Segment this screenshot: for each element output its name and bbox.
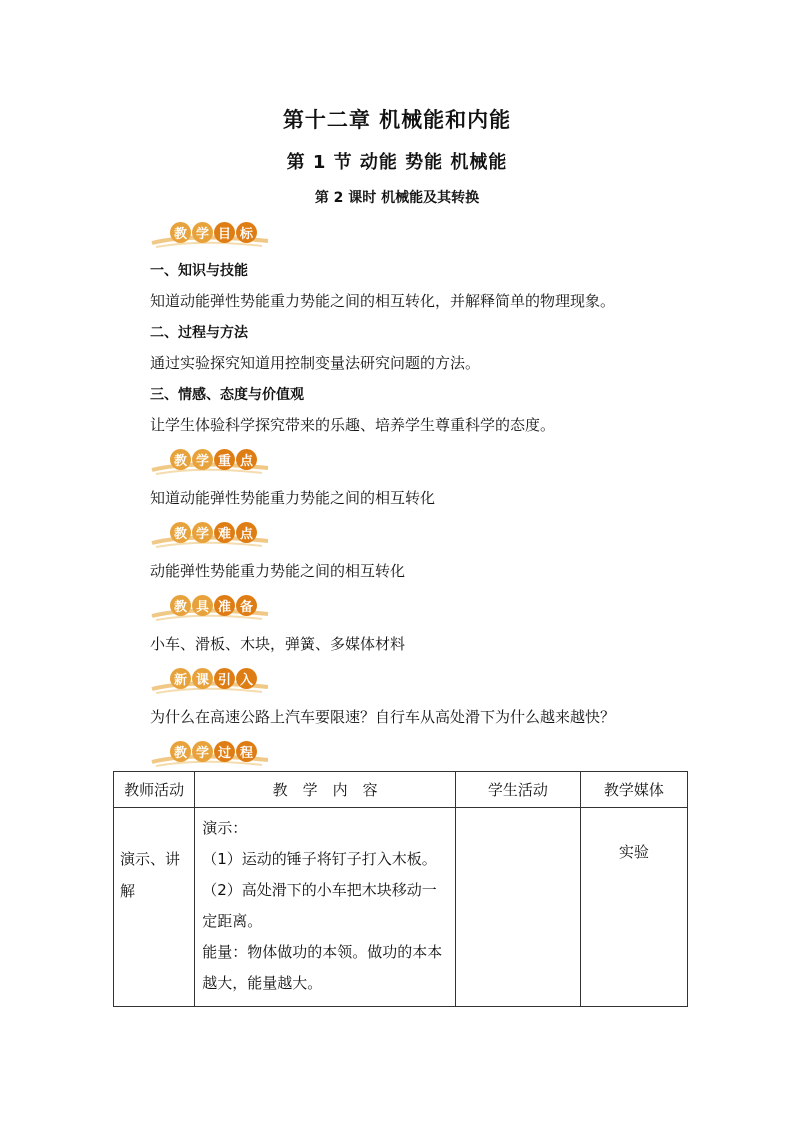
banner-char: 学 xyxy=(192,522,213,543)
banner-char: 备 xyxy=(236,595,257,616)
banner-teaching-process xyxy=(150,738,270,768)
banner-char: 入 xyxy=(236,668,257,689)
banner-char: 学 xyxy=(192,741,213,762)
header-teaching-media: 教学媒体 xyxy=(580,772,687,808)
banner-char: 课 xyxy=(192,668,213,689)
banner-char: 具 xyxy=(192,595,213,616)
banner-char: 准 xyxy=(214,595,235,616)
objective-heading-attitude: 三、情感、态度与价值观 xyxy=(150,387,304,403)
content-line: 能量：物体做功的本领。做功的本本越大，能量越大。 xyxy=(202,943,443,992)
banner-difficulties xyxy=(150,519,270,549)
objective-text-attitude: 让学生体验科学探究带来的乐趣、培养学生尊重科学的态度。 xyxy=(150,416,556,434)
banner-key-points xyxy=(150,446,270,476)
content-line: 演示： xyxy=(202,819,248,837)
banner-char: 教 xyxy=(170,222,191,243)
banner-char: 引 xyxy=(214,668,235,689)
difficulties-text: 动能弹性势能重力势能之间的相互转化 xyxy=(150,562,406,580)
banner-char: 目 xyxy=(214,222,235,243)
table-header-row xyxy=(114,772,688,808)
preparation-text: 小车、滑板、木块，弹簧、多媒体材料 xyxy=(150,635,406,653)
banner-char: 难 xyxy=(214,522,235,543)
banner-char: 点 xyxy=(236,449,257,470)
content-line: （2）高处滑下的小车把木块移动一定距离。 xyxy=(202,881,437,930)
banner-char: 程 xyxy=(236,741,257,762)
objective-text-knowledge: 知道动能弹性势能重力势能之间的相互转化，并解释简单的物理现象。 xyxy=(150,292,616,310)
banner-preparation xyxy=(150,592,270,622)
banner-char: 重 xyxy=(214,449,235,470)
banner-teaching-objectives xyxy=(150,219,270,249)
banner-char: 新 xyxy=(170,668,191,689)
banner-char: 教 xyxy=(170,595,191,616)
header-teacher-activity: 教师活动 xyxy=(114,772,195,808)
content-line: （1）运动的锤子将钉子打入木板。 xyxy=(202,850,437,868)
banner-char: 学 xyxy=(192,449,213,470)
header-teaching-content: 教 学 内 容 xyxy=(195,772,456,808)
cell-teaching-media xyxy=(580,808,687,1007)
banner-char: 过 xyxy=(214,741,235,762)
banner-char: 教 xyxy=(170,522,191,543)
teaching-process-table xyxy=(113,771,688,1007)
banner-char: 标 xyxy=(236,222,257,243)
cell-teacher-activity xyxy=(114,808,195,1007)
media-text: 实验 xyxy=(618,843,649,861)
banner-char: 教 xyxy=(170,741,191,762)
table-row xyxy=(114,808,688,1007)
objective-heading-knowledge: 一、知识与技能 xyxy=(150,263,248,279)
objective-text-process: 通过实验探究知道用控制变量法研究问题的方法。 xyxy=(150,354,481,372)
banner-char: 教 xyxy=(170,449,191,470)
cell-teaching-content xyxy=(195,808,456,1007)
key-points-text: 知道动能弹性势能重力势能之间的相互转化 xyxy=(150,489,436,507)
lesson-title: 第 2 课时 机械能及其转换 xyxy=(314,190,480,206)
introduction-text: 为什么在高速公路上汽车要限速？自行车从高处滑下为什么越来越快？ xyxy=(150,708,616,726)
objective-heading-process: 二、过程与方法 xyxy=(150,325,248,341)
section-title: 第 1 节 动能 势能 机械能 xyxy=(286,152,508,173)
banner-introduction xyxy=(150,665,270,695)
teacher-activity-text: 演示、讲解 xyxy=(120,850,181,900)
cell-student-activity xyxy=(456,808,581,1007)
banner-char: 学 xyxy=(192,222,213,243)
chapter-title: 第十二章 机械能和内能 xyxy=(282,108,512,132)
header-student-activity: 学生活动 xyxy=(456,772,581,808)
banner-char: 点 xyxy=(236,522,257,543)
